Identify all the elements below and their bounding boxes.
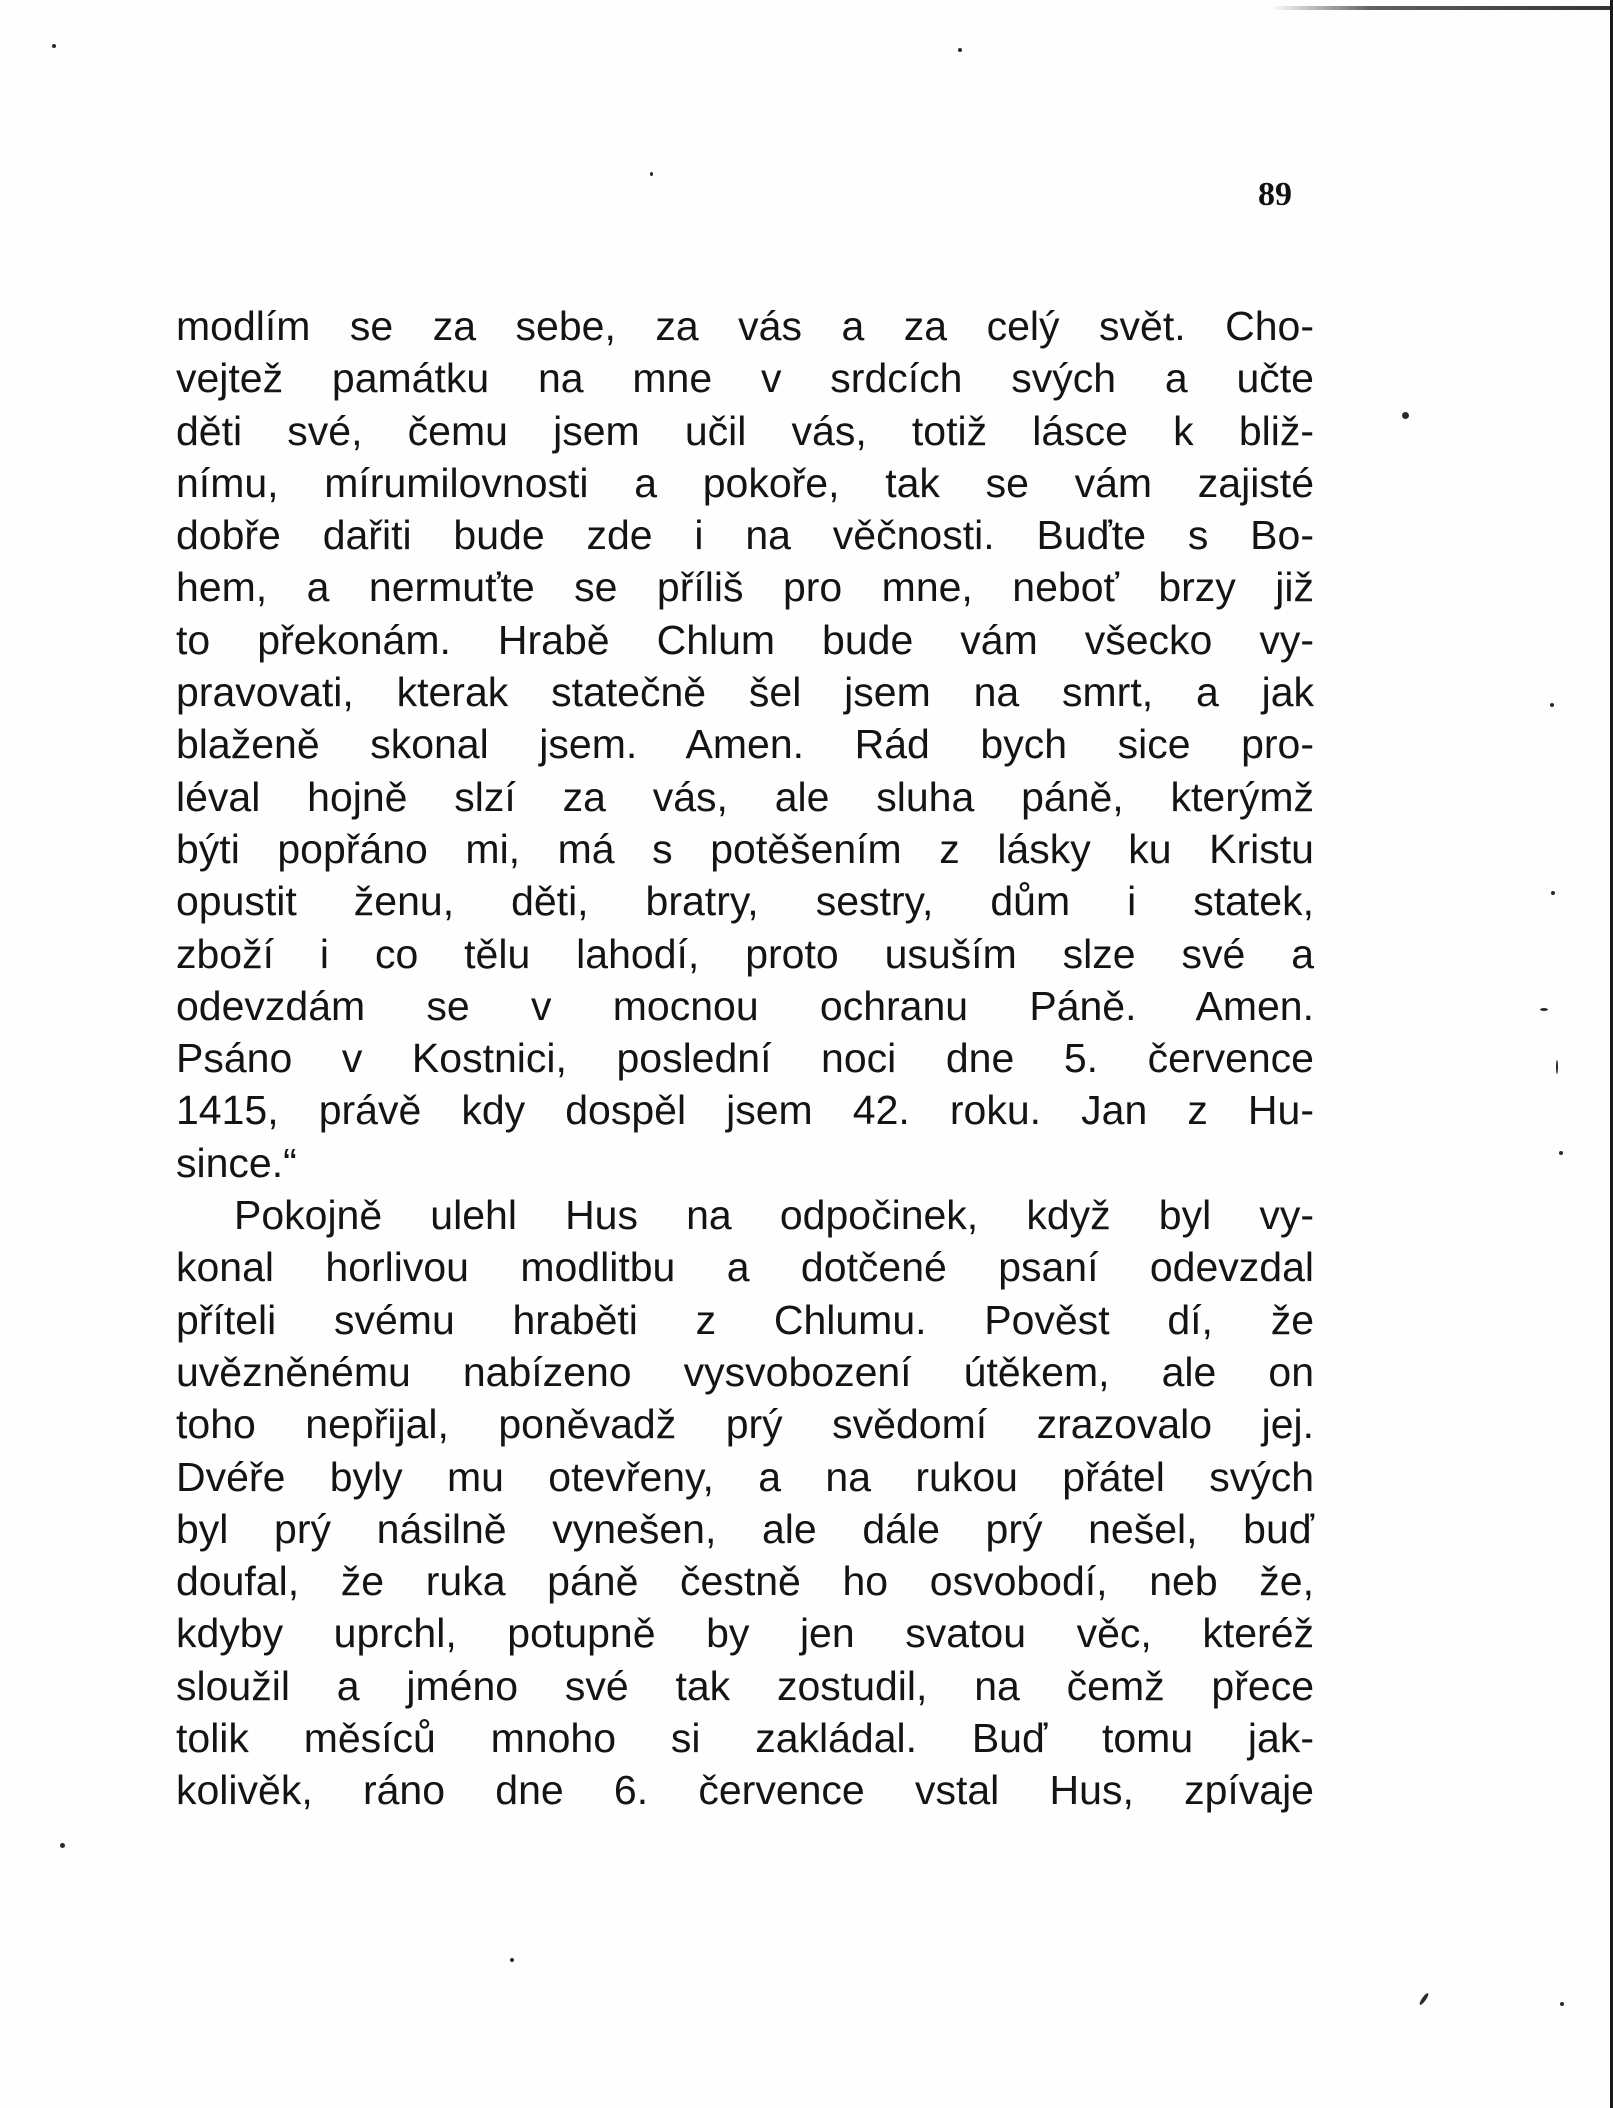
scan-speck (1556, 1060, 1558, 1074)
text-line: děti své, čemu jsem učil vás, totiž lásce k bliž- (176, 407, 1314, 454)
text-line: příteli svému hraběti z Chlumu. Pověst dí, že (176, 1296, 1314, 1343)
scan-speck (1402, 412, 1409, 419)
text-line: hem, a nermuťte se příliš pro mne, neboť brzy již (176, 564, 1314, 611)
text-line: tolik měsíců mnoho si zakládal. Buď tomu jak- (176, 1715, 1314, 1762)
text-line: zboží i co tělu lahodí, proto usuším slze své a (176, 930, 1314, 977)
text-line: Dvéře byly mu otevřeny, a na rukou přátel svých (176, 1453, 1314, 1500)
text-line: doufal, že ruka páně čestně ho osvobodí, neb že, (176, 1558, 1314, 1605)
text-line: 1415, právě kdy dospěl jsem 42. roku. Jan z Hu- (176, 1087, 1314, 1134)
scan-speck (650, 172, 653, 176)
text-line: to překonám. Hrabě Chlum bude vám všecko vy- (176, 616, 1314, 663)
text-line: býti popřáno mi, má s potěšením z lásky ku Kristu (176, 825, 1314, 872)
scan-speck (1560, 2002, 1564, 2006)
text-line: modlím se za sebe, za vás a za celý svět. Cho- (176, 303, 1314, 349)
text-line: kolivěk, ráno dne 6. července vstal Hus, zpívaje (176, 1767, 1314, 1814)
scan-speck (1540, 1008, 1548, 1011)
text-line: blaženě skonal jsem. Amen. Rád bych sice pro- (176, 721, 1314, 768)
text-line: vejtež památku na mne v srdcích svých a učte (176, 355, 1314, 402)
scan-edge-shadow (1270, 6, 1610, 10)
text-line: toho nepřijal, poněvadž prý svědomí zrazovalo jej. (176, 1401, 1314, 1448)
scan-speck (958, 48, 962, 52)
text-line: uvězněnému nabízeno vysvobození útěkem, ale on (176, 1348, 1314, 1395)
text-line: sloužil a jméno své tak zostudil, na čemž přece (176, 1662, 1314, 1709)
text-line: opustit ženu, děti, bratry, sestry, dům i statek, (176, 878, 1314, 925)
scan-speck (52, 44, 56, 48)
scan-speck (1550, 703, 1554, 707)
page-number: 89 (1258, 176, 1292, 213)
text-line: léval hojně slzí za vás, ale sluha páně, kterýmž (176, 773, 1314, 820)
scan-speck (510, 1958, 514, 1962)
scan-speck (1418, 1992, 1429, 2006)
text-line: konal horlivou modlitbu a dotčené psaní odevzdal (176, 1244, 1314, 1291)
text-line: kdyby uprchl, potupně by jen svatou věc, kteréž (176, 1610, 1314, 1657)
text-line: Pokojně ulehl Hus na odpočinek, když byl vy- (234, 1192, 1314, 1239)
text-line: byl prý násilně vynešen, ale dále prý nešel, buď (176, 1505, 1314, 1552)
scan-speck (1559, 1151, 1563, 1155)
text-line: since.“ (176, 1139, 297, 1186)
text-line: dobře dařiti bude zde i na věčnosti. Buďte s Bo- (176, 512, 1314, 559)
text-line: odevzdám se v mocnou ochranu Páně. Amen. (176, 982, 1314, 1029)
body-text (176, 300, 1314, 1817)
text-line: nímu, mírumilovnosti a pokoře, tak se vám zajisté (176, 459, 1314, 506)
scan-speck (60, 1843, 65, 1848)
scan-speck (1551, 891, 1555, 895)
text-line: Psáno v Kostnici, poslední noci dne 5. července (176, 1035, 1314, 1082)
text-line: pravovati, kterak statečně šel jsem na smrt, a jak (176, 669, 1314, 716)
